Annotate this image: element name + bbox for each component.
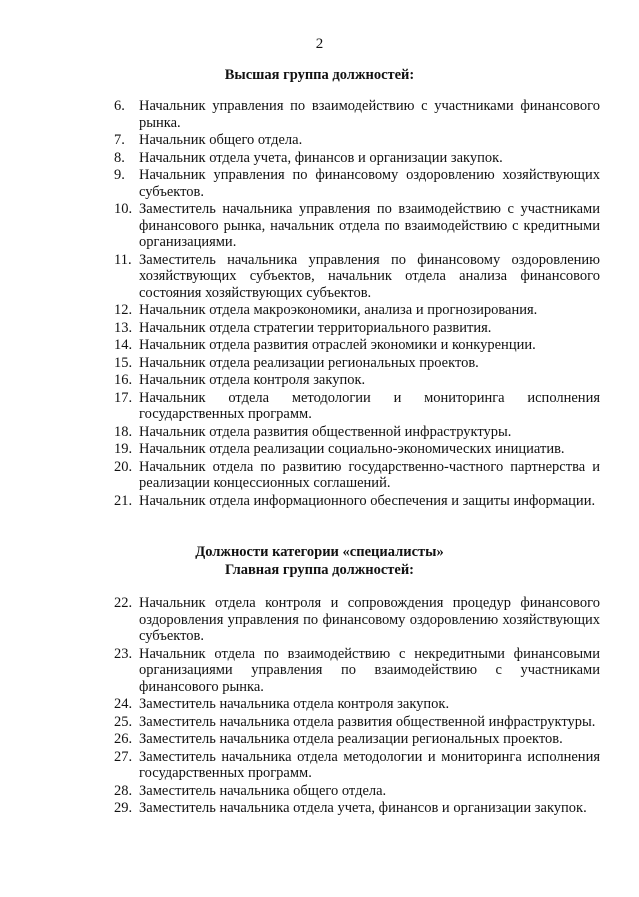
list-item bbox=[114, 98, 600, 131]
list-item-text: Начальник отдела контроля и сопровождения процедур финансового оздоровления управления по финансовому оздоровлению хозяйствующих субъектов. bbox=[139, 595, 600, 644]
list-item-number: 13. bbox=[114, 319, 133, 336]
list-item bbox=[114, 132, 600, 149]
list-item-text: Начальник отдела стратегии территориального развития. bbox=[139, 319, 492, 336]
list-item bbox=[114, 201, 600, 251]
list-item-number: 21. bbox=[114, 492, 133, 509]
section-heading-specialists-category: Должности категории «специалисты» bbox=[195, 544, 444, 560]
list-item-number: 14. bbox=[114, 337, 133, 353]
list-item-number: 23. bbox=[114, 645, 133, 662]
list-item bbox=[114, 337, 600, 354]
list-item-text: Начальник отдела развития общественной инфраструктуры. bbox=[139, 423, 512, 440]
list-item bbox=[114, 355, 600, 372]
list-item bbox=[114, 800, 600, 817]
list-item-number: 12. bbox=[114, 302, 133, 318]
list-item-number: 10. bbox=[114, 201, 133, 217]
list-item bbox=[114, 167, 600, 200]
list-item bbox=[114, 150, 600, 167]
list-item-number: 22. bbox=[114, 595, 133, 611]
list-item-number: 16. bbox=[114, 372, 133, 388]
list-item-number: 11. bbox=[114, 251, 132, 268]
list-item-text: Заместитель начальника отдела развития общественной инфраструктуры. bbox=[139, 713, 596, 730]
list-item-number: 18. bbox=[114, 423, 133, 440]
list-item-number: 9. bbox=[114, 167, 125, 183]
list-item bbox=[114, 783, 600, 800]
list-item-number: 15. bbox=[114, 354, 133, 371]
list-item-text: Начальник отдела методологии и мониторинга исполнения государственных программ. bbox=[139, 389, 600, 422]
section-heading-senior-group: Высшая группа должностей: bbox=[224, 67, 415, 83]
section-heading-main-group: Главная группа должностей: bbox=[225, 562, 414, 578]
list-item-text: Заместитель начальника отдела методологии и мониторинга исполнения государственных программ. bbox=[139, 748, 600, 781]
list-item-text: Заместитель начальника управления по взаимодействию с участниками финансового рынка, начальник отдела по взаимодействию с кредитными организациями. bbox=[139, 201, 600, 250]
page-number: 2 bbox=[315, 36, 324, 52]
list-item bbox=[114, 749, 600, 782]
list-item-number: 26. bbox=[114, 731, 133, 747]
list-item-text: Начальник отдела по развитию государственно-частного партнерства и реализации концессионных соглашений. bbox=[139, 458, 600, 491]
list-item-text: Заместитель начальника общего отдела. bbox=[139, 782, 387, 799]
list-item-number: 28. bbox=[114, 782, 133, 799]
list-item bbox=[114, 595, 600, 645]
list-item-text: Начальник отдела информационного обеспечения и защиты информации. bbox=[139, 492, 596, 509]
list-item bbox=[114, 320, 600, 337]
list-item-text: Начальник отдела по взаимодействию с некредитными финансовыми организациями управления по взаимодействию с участниками финансового рынка. bbox=[139, 645, 600, 695]
list-item-text: Начальник отдела контроля закупок. bbox=[139, 372, 366, 388]
list-item-text: Начальник отдела развития отраслей экономики и конкуренции. bbox=[139, 337, 536, 353]
list-item-number: 29. bbox=[114, 800, 133, 816]
list-item-number: 24. bbox=[114, 696, 133, 712]
list-item bbox=[114, 252, 600, 302]
list-item-number: 7. bbox=[114, 132, 125, 148]
list-item bbox=[114, 390, 600, 423]
list-item-text: Начальник управления по взаимодействию с участниками финансового рынка. bbox=[139, 98, 600, 131]
list-item bbox=[114, 493, 600, 510]
list-item-number: 27. bbox=[114, 748, 133, 765]
list-item-text: Начальник отдела учета, финансов и организации закупок. bbox=[139, 149, 503, 166]
list-item-text: Начальник отдела реализации региональных проектов. bbox=[139, 354, 479, 371]
list-item-number: 20. bbox=[114, 458, 133, 475]
list-item-number: 19. bbox=[114, 441, 133, 457]
positions-list-main-group bbox=[114, 595, 600, 818]
positions-list-senior-group bbox=[114, 98, 600, 510]
list-item bbox=[114, 441, 600, 458]
list-item-text: Заместитель начальника отдела учета, финансов и организации закупок. bbox=[139, 800, 587, 816]
list-item bbox=[114, 714, 600, 731]
list-item bbox=[114, 731, 600, 748]
list-item-text: Заместитель начальника отдела реализации региональных проектов. bbox=[139, 731, 563, 747]
list-item-number: 17. bbox=[114, 389, 133, 406]
list-item-text: Начальник управления по финансовому оздоровлению хозяйствующих субъектов. bbox=[139, 167, 600, 200]
list-item bbox=[114, 424, 600, 441]
list-item bbox=[114, 372, 600, 389]
list-item-text: Начальник отдела макроэкономики, анализа и прогнозирования. bbox=[139, 302, 538, 318]
list-item-text: Начальник общего отдела. bbox=[139, 132, 303, 148]
list-item bbox=[114, 646, 600, 696]
list-item bbox=[114, 459, 600, 492]
list-item-number: 6. bbox=[114, 98, 125, 114]
list-item-text: Заместитель начальника отдела контроля закупок. bbox=[139, 696, 450, 712]
list-item-number: 8. bbox=[114, 149, 125, 166]
list-item-text: Начальник отдела реализации социально-экономических инициатив. bbox=[139, 441, 565, 457]
list-item bbox=[114, 696, 600, 713]
list-item-text: Заместитель начальника управления по финансовому оздоровлению хозяйствующих субъектов, начальник отдела анализа финансового состояния хозяйствующих субъектов. bbox=[139, 251, 600, 301]
list-item-number: 25. bbox=[114, 713, 133, 730]
list-item bbox=[114, 302, 600, 319]
